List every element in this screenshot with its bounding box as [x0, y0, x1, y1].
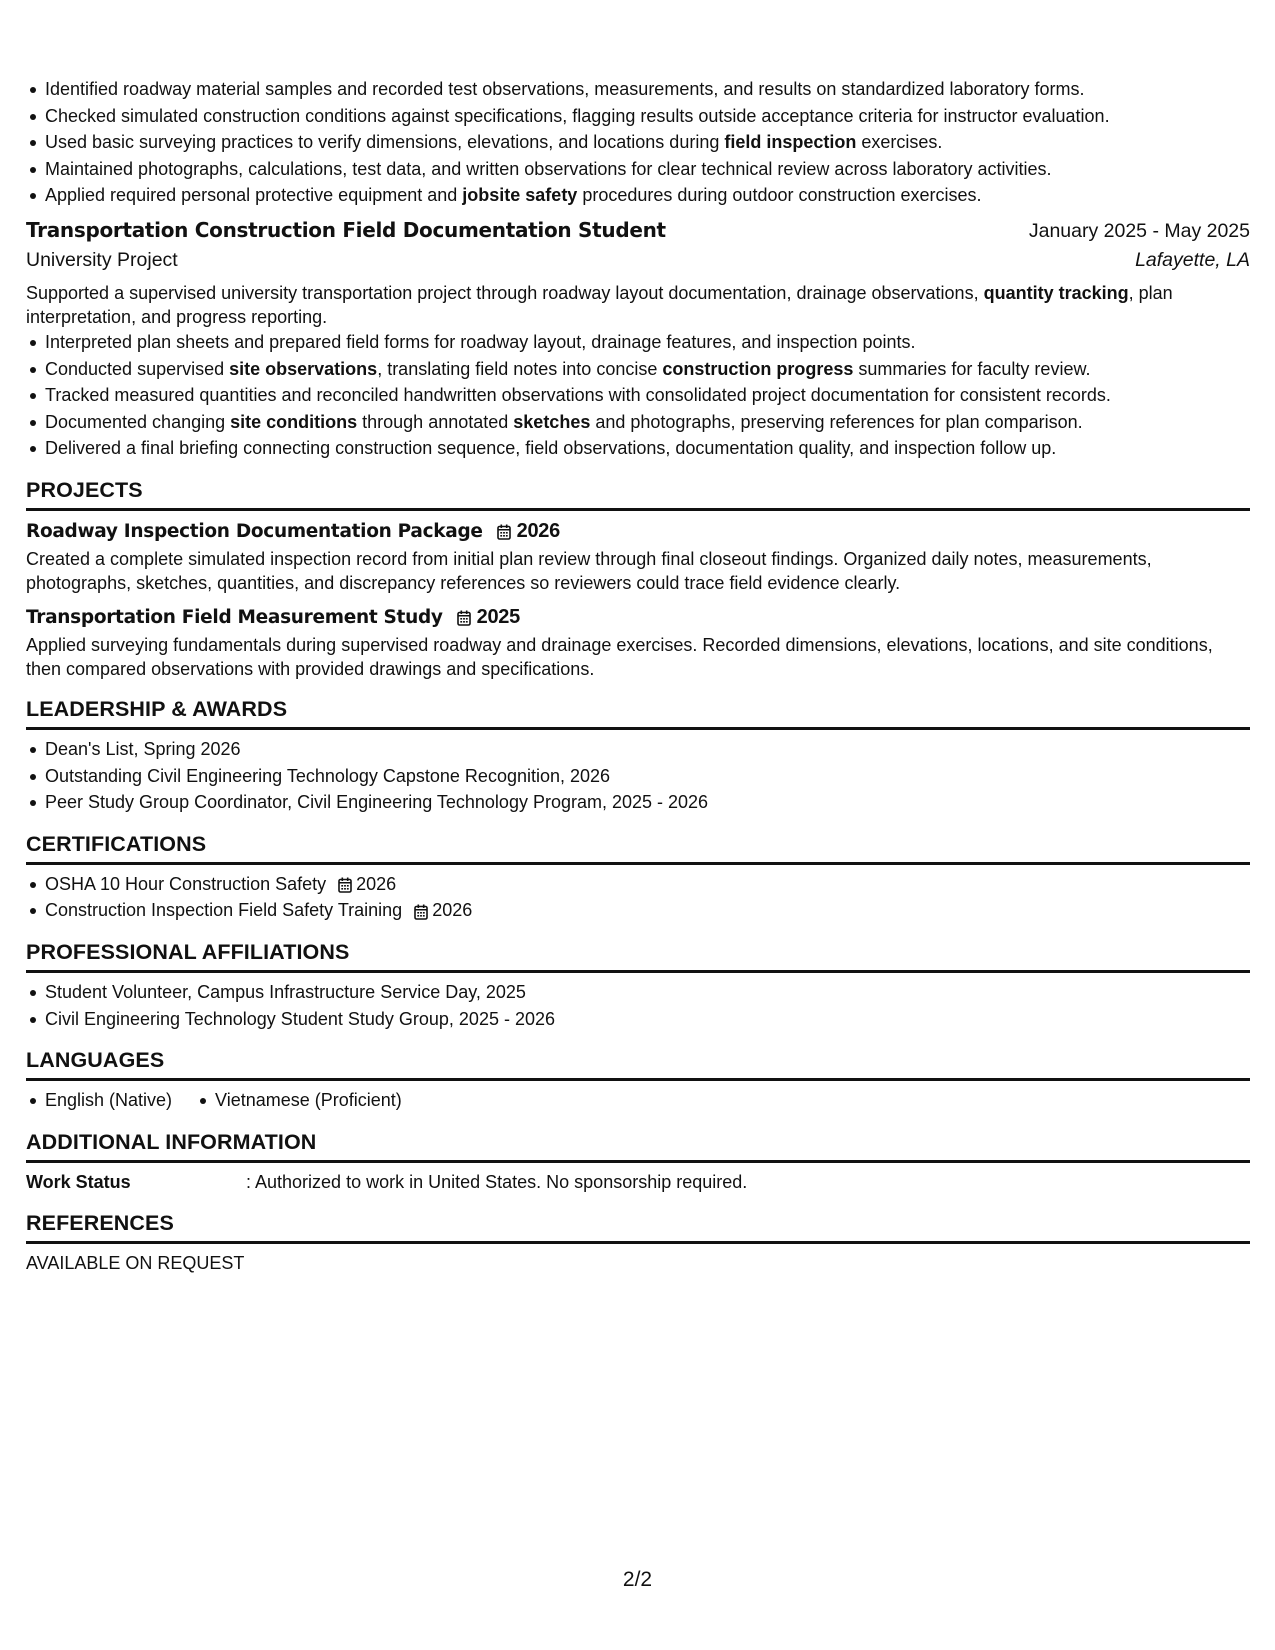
list-item: Checked simulated construction conditions against specifications, flagging results outside acceptance criteria for instructor evaluation.: [26, 103, 1250, 130]
calendar-icon: [414, 904, 428, 920]
list-item: [26, 897, 1250, 924]
list-item: [26, 871, 1250, 898]
work-status-value: : Authorized to work in United States. No sponsorship required.: [246, 1171, 748, 1192]
certifications-section: [26, 830, 1250, 924]
job-bullets: [26, 329, 1250, 462]
job-dates: January 2025 - May 2025: [1028, 219, 1250, 242]
list-item: Dean's List, Spring 2026: [26, 736, 1250, 763]
languages-list: [26, 1087, 1250, 1114]
references-text: AVAILABLE ON REQUEST: [26, 1252, 245, 1273]
certification-name: Construction Inspection Field Safety Training: [45, 900, 403, 921]
job-header: [26, 218, 1250, 249]
leadership-section: [26, 695, 1250, 816]
section-title: LANGUAGES: [26, 1046, 1250, 1081]
languages-section: [26, 1046, 1250, 1114]
project-title: Transportation Field Measurement Study: [26, 607, 443, 629]
job-subheader: [26, 249, 1250, 281]
list-item: Student Volunteer, Campus Infrastructure Service Day, 2025: [26, 979, 1250, 1006]
additional-info-section: [26, 1128, 1250, 1195]
resume-page: [26, 76, 1250, 1276]
calendar-icon: [338, 877, 352, 893]
work-status-label: Work Status: [26, 1171, 131, 1192]
job-location: Lafayette, LA: [1135, 248, 1250, 271]
experience-continued-list: [26, 76, 1250, 209]
list-item: Conducted supervised site observations, translating field notes into concise construction progress summaries for faculty review.: [26, 356, 1250, 383]
section-title: PROJECTS: [26, 476, 1250, 511]
section-title: PROFESSIONAL AFFILIATIONS: [26, 938, 1250, 973]
affiliations-section: [26, 938, 1250, 1032]
list-item: Applied required personal protective equipment and jobsite safety procedures during outdoor construction exercises.: [26, 182, 1250, 209]
project-description: Applied surveying fundamentals during supervised roadway and drainage exercises. Recorded dimensions, elevations, locations, and site conditions, then compared observations with provided drawings and specifications.: [26, 634, 1213, 679]
work-status-row: [26, 1169, 1250, 1195]
leadership-list: [26, 736, 1250, 816]
list-item: Vietnamese (Proficient): [196, 1087, 402, 1114]
project-year: 2025: [476, 606, 520, 629]
project-description: Created a complete simulated inspection record from initial plan review through final closeout findings. Organized daily notes, measurements, photographs, sketches, quantities, and discrepancy references so reviewers could trace field evidence clearly.: [26, 548, 1152, 593]
references-section: [26, 1209, 1250, 1276]
projects-section: [26, 476, 1250, 681]
project-title-row: [26, 603, 1250, 633]
page-number: 2/2: [622, 1568, 653, 1591]
project-title-row: [26, 517, 1250, 547]
affiliations-list: [26, 979, 1250, 1032]
list-item: Civil Engineering Technology Student Study Group, 2025 - 2026: [26, 1006, 1250, 1033]
job-summary: Supported a supervised university transportation project through roadway layout documentation, drainage observations, quantity tracking, plan interpretation, and progress reporting.: [26, 282, 1173, 327]
project-title: Roadway Inspection Documentation Package: [26, 521, 483, 543]
section-title: LEADERSHIP & AWARDS: [26, 695, 1250, 730]
list-item: Delivered a final briefing connecting construction sequence, field observations, documentation quality, and inspection follow up.: [26, 435, 1250, 462]
list-item: Maintained photographs, calculations, test data, and written observations for clear technical review across laboratory activities.: [26, 156, 1250, 183]
job-organization: University Project: [26, 248, 178, 271]
calendar-icon: [497, 524, 511, 540]
list-item: Interpreted plan sheets and prepared field forms for roadway layout, drainage features, and inspection points.: [26, 329, 1250, 356]
section-title: REFERENCES: [26, 1209, 1250, 1244]
calendar-icon: [457, 610, 471, 626]
list-item: English (Native): [26, 1087, 172, 1114]
list-item: Used basic surveying practices to verify dimensions, elevations, and locations during field inspection exercises.: [26, 129, 1250, 156]
list-item: Peer Study Group Coordinator, Civil Engineering Technology Program, 2025 - 2026: [26, 789, 1250, 816]
project-year: 2026: [516, 520, 560, 543]
list-item: Identified roadway material samples and recorded test observations, measurements, and results on standardized laboratory forms.: [26, 76, 1250, 103]
section-title: CERTIFICATIONS: [26, 830, 1250, 865]
list-item: Outstanding Civil Engineering Technology Capstone Recognition, 2026: [26, 763, 1250, 790]
list-item: Tracked measured quantities and reconciled handwritten observations with consolidated project documentation for consistent records.: [26, 382, 1250, 409]
certifications-list: [26, 871, 1250, 924]
section-title: ADDITIONAL INFORMATION: [26, 1128, 1250, 1163]
certification-year: 2026: [432, 900, 473, 921]
certification-year: 2026: [356, 873, 397, 894]
certification-name: OSHA 10 Hour Construction Safety: [45, 873, 327, 894]
list-item: Documented changing site conditions through annotated sketches and photographs, preserving references for plan comparison.: [26, 409, 1250, 436]
job-title: Transportation Construction Field Documentation Student: [26, 217, 666, 242]
